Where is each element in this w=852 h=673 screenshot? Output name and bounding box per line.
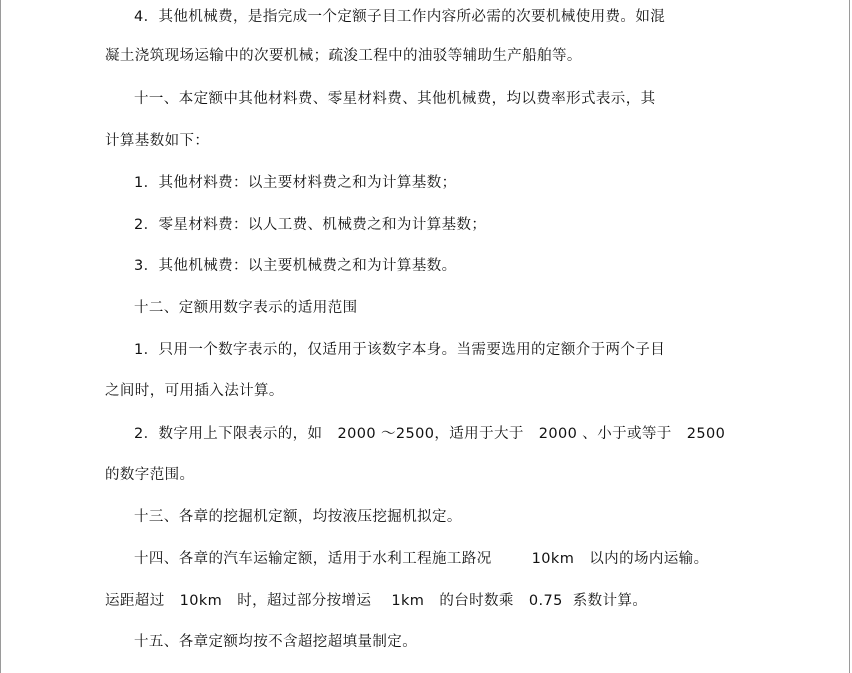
text-line: 凝土浇筑现场运输中的次要机械；疏浚工程中的油驳等辅助生产船舶等。 <box>105 48 582 64</box>
text-line: 之间时，可用插入法计算。 <box>105 383 284 399</box>
text-line: 计算基数如下： <box>105 133 210 149</box>
text-line: 2．零星材料费：以人工费、机械费之和为计算基数； <box>134 217 487 233</box>
text-line: 1．其他材料费：以主要材料费之和为计算基数； <box>134 175 457 191</box>
text-line: 4．其他机械费，是指完成一个定额子目工作内容所必需的次要机械使用费。如混 <box>134 9 666 25</box>
text-line: 十四、各章的汽车运输定额，适用于水利工程施工路况 10km 以内的场内运输。 <box>134 551 709 567</box>
text-line: 运距超过 10km 时，超过部分按增运 1km 的台时数乘 0.75 系数计算。 <box>105 593 648 609</box>
text-line: 十三、各章的挖掘机定额，均按液压挖掘机拟定。 <box>134 509 462 525</box>
text-line: 十五、各章定额均按不含超挖超填量制定。 <box>134 634 418 650</box>
text-line: 2．数字用上下限表示的，如 2000 ～2500，适用于大于 2000 、小于或等于 2500 <box>134 426 726 442</box>
text-line: 的数字范围。 <box>105 467 195 483</box>
text-line: 3．其他机械费：以主要机械费之和为计算基数。 <box>134 258 457 274</box>
text-line: 十一、本定额中其他材料费、零星材料费、其他机械费，均以费率形式表示，其 <box>134 91 656 107</box>
text-line: 1．只用一个数字表示的，仅适用于该数字本身。当需要选用的定额介于两个子目 <box>134 342 666 358</box>
text-line: 十二、定额用数字表示的适用范围 <box>134 300 358 316</box>
